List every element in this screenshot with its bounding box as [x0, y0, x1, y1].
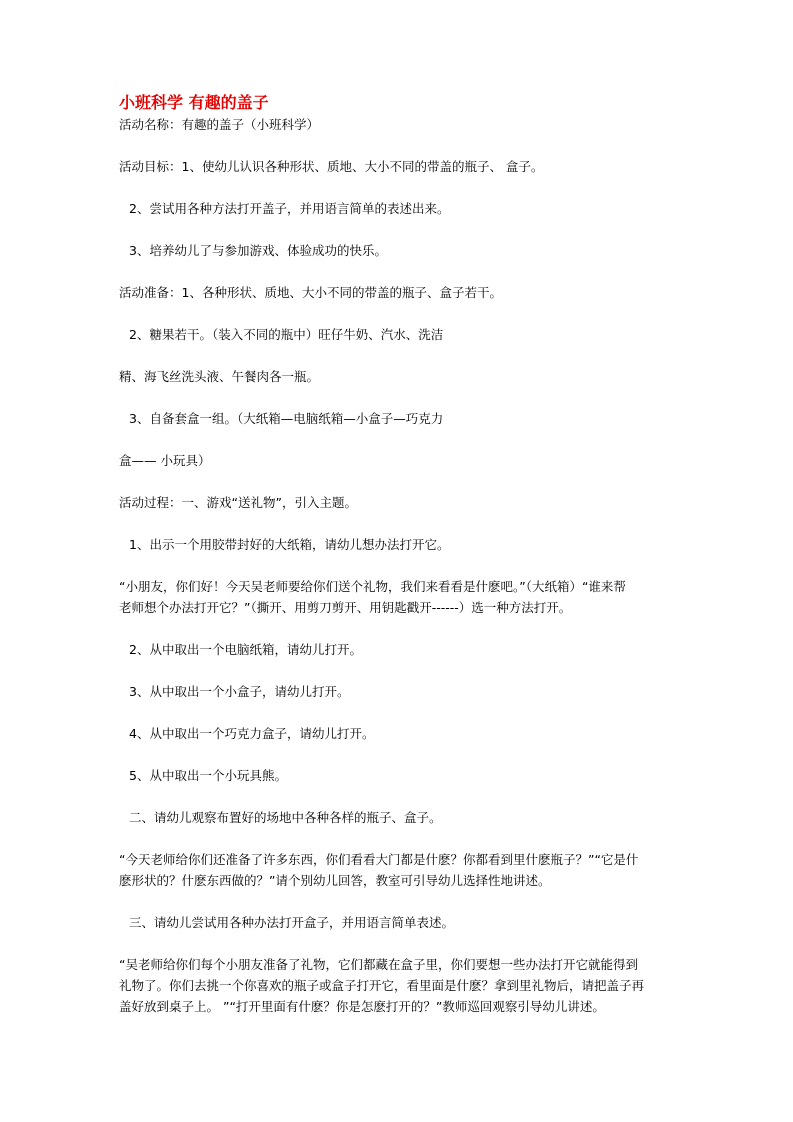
process-2: 二、请幼儿观察布置好的场地中各种各样的瓶子、盒子。 — [129, 810, 442, 825]
process-1-step-1: 1、出示一个用胶带封好的大纸箱，请幼儿想办法打开它。 — [129, 537, 450, 552]
dialogue-1-line-1: “小朋友，你们好！今天吴老师要给你们送个礼物，我们来看看是什麽吧。”（大纸箱）“谁来帮 — [119, 579, 626, 594]
goal-3: 3、培养幼儿了与参加游戏、体验成功的快乐。 — [129, 243, 387, 258]
dialogue-2-line-2: 麽形状的？什麽东西做的？”请个别幼儿回答，教室可引导幼儿选择性地讲述。 — [119, 873, 551, 888]
dialogue-2-line-1: “今天老师给你们还准备了许多东西，你们看看大门都是什麽？你都看到里什麽瓶子？”“它是什 — [119, 852, 639, 867]
process-3: 三、请幼儿尝试用各种办法打开盒子，并用语言简单表述。 — [129, 915, 455, 930]
dialogue-1-line-2: 老师想个办法打开它？”（撕开、用剪刀剪开、用钥匙戳开------）选一种方法打开。 — [119, 600, 572, 615]
prep-3: 3、自备套盒一组。（大纸箱—电脑纸箱—小盒子—巧克力 — [129, 411, 444, 426]
process-1-step-3: 3、从中取出一个小盒子，请幼儿打开。 — [129, 684, 350, 699]
prep-1: 活动准备：1、各种形状、质地、大小不同的带盖的瓶子、盒子若干。 — [119, 285, 502, 300]
prep-3-cont: 盒—— 小玩具） — [119, 453, 211, 468]
document-title: 小班科学 有趣的盖子 — [119, 93, 269, 112]
dialogue-3-line-2: 礼物了。你们去挑一个你喜欢的瓶子或盒子打开它，看里面是什麽？拿到里礼物后，请把盖子再 — [119, 978, 645, 993]
prep-2: 2、糖果若干。（装入不同的瓶中）旺仔牛奶、汽水、洗洁 — [129, 327, 444, 342]
process-1-step-5: 5、从中取出一个小玩具熊。 — [129, 768, 287, 783]
document-page — [119, 92, 679, 1017]
dialogue-3-line-1: “吴老师给你们每个小朋友准备了礼物，它们都藏在盒子里，你们要想一些办法打开它就能得到 — [119, 957, 638, 972]
activity-name: 活动名称：有趣的盖子（小班科学） — [119, 117, 320, 132]
dialogue-3-line-3: 盖好放到桌子上。 ”“打开里面有什麽？你是怎麽打开的？”教师巡回观察引导幼儿讲述。 — [119, 999, 605, 1014]
process-1: 活动过程：一、游戏“送礼物”，引入主题。 — [119, 495, 357, 510]
goal-1: 活动目标：1、使幼儿认识各种形状、质地、大小不同的带盖的瓶子、 盒子。 — [119, 159, 544, 174]
process-1-step-2: 2、从中取出一个电脑纸箱，请幼儿打开。 — [129, 642, 362, 657]
goal-2: 2、尝试用各种方法打开盖子，并用语言简单的表述出来。 — [129, 201, 450, 216]
prep-2-cont: 精、海飞丝洗头液、午餐肉各一瓶。 — [119, 369, 320, 384]
process-1-step-4: 4、从中取出一个巧克力盒子，请幼儿打开。 — [129, 726, 375, 741]
